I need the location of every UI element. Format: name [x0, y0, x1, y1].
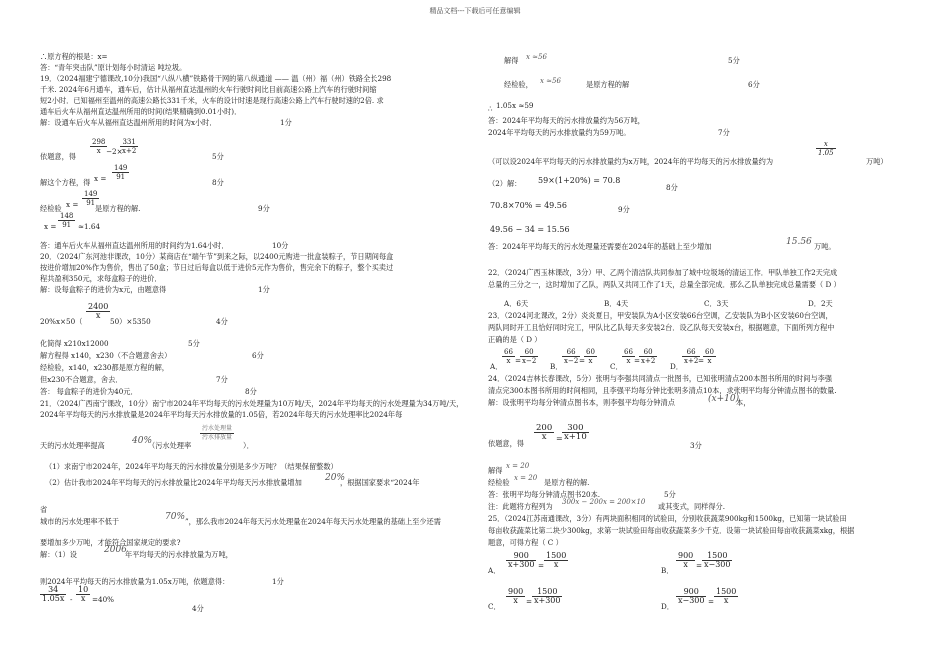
q19-frac-1: $\frac{298}{x}$ [92, 138, 106, 155]
q19-frac-2: $\frac{331}{x+2}$ [122, 138, 137, 155]
q23-c-frac-2: $\frac{60}{x+2}$ [641, 348, 656, 365]
right-text-line: （2）解： [488, 179, 522, 188]
right-text-line: 2024年平均每天的污水排放量约为59万吨。 [488, 128, 631, 137]
right-text-line: 或其变式，同样得分. [658, 502, 725, 511]
q23-b-eq: = [579, 356, 586, 365]
q25-a-eq: = [538, 561, 545, 570]
q21-eq-frac-2: $\frac{10}{x}$ [78, 585, 89, 603]
left-text-line: 解：设每盒粽子的进价为x元，由题意得 [40, 285, 167, 294]
q24-eq: = [556, 434, 563, 443]
q21-ratio: 污水处理量 污水排放量 [202, 425, 233, 441]
left-text-line: 5分 [188, 339, 200, 348]
r-frac105: $\frac{x}{1.05}$ [818, 140, 834, 157]
right-text-line: 正确的是（ D ） [488, 335, 542, 344]
left-text-line: 20%x×50（ [40, 317, 83, 326]
left-text-line: ）． [243, 441, 254, 450]
q25-b-frac-2: $\frac{1500}{x-300}$ [704, 551, 731, 569]
right-text-line: 解得 [504, 56, 519, 65]
q23-c-frac-1: $\frac{66}{x}$ [624, 348, 633, 365]
right-text-line: 是原方程的解. [544, 478, 590, 487]
left-text-line: 解方程得 x140，x230（不合题意舍去） [40, 351, 172, 360]
right-text-line: A．6天 [504, 299, 529, 308]
right-text-line: 经检验， [504, 80, 533, 89]
q23-c-eq: = [634, 356, 641, 365]
r-x56: x ≈56 [526, 53, 547, 61]
right-text-line: （可以设2024年平均每天的污水排放量约为x万吨，2024年的平均每天的污水排放量约为 [488, 157, 774, 166]
right-text-line: C． [610, 362, 623, 371]
q21-rate: 40% [132, 436, 153, 446]
r-x56b: x ≈56 [540, 77, 561, 85]
left-text-line: 化简得 x210x12000 [40, 339, 109, 348]
left-text-line: ∴原方程的根是：x= [40, 52, 108, 61]
right-text-line: 本， [736, 398, 751, 407]
q25-b-eq: = [696, 561, 703, 570]
left-text-line: 是原方程的解. [95, 204, 141, 213]
right-text-line: 经检验 [488, 478, 510, 487]
left-text-line: 1分 [280, 118, 292, 127]
q25-a-frac-1: $\frac{900}{x+300}$ [508, 551, 535, 569]
left-text-line: 9分 [258, 204, 270, 213]
right-text-line: B． [550, 362, 563, 371]
left-text-line: 程共盈利350元，求每盒粽子的进价． [40, 274, 162, 283]
right-text-line: D． [661, 602, 674, 611]
right-text-line: 是原方程的解 [586, 80, 630, 89]
left-text-line: （2）估计我市2024年平均每天的污水排放量比2024年平均每天污水排放量增加 [45, 478, 302, 487]
left-text-line: 19．（2024福建宁德课改,10分)我国“八纵八横”铁路骨干网的第八纵通道 —— 温（州）福（州）铁路全长298 [40, 74, 392, 83]
right-text-line: 解得 [488, 466, 503, 475]
left-text-line: 2024年平均每天的污水排放量是2024年平均每天污水排放量的1.05倍，若2024年每天的污水处理率比2024年每 [40, 410, 403, 419]
q24-frac-1: $\frac{200}{x}$ [536, 423, 553, 442]
left-text-line: 省 [40, 505, 48, 514]
q25-c-frac-2: $\frac{1500}{x+300}$ [534, 587, 561, 605]
q24-x20b: x = 20 [514, 474, 538, 482]
q24-frac-2: $\frac{300}{x+10}$ [564, 423, 587, 442]
left-text-line: 城市的污水处理率不低于 [40, 517, 120, 526]
left-text-line: 年平均每天的污水排放量为万吨， [125, 550, 233, 559]
left-text-line: 21．（2024广西南宁课改，10分）南宁市2024年平均每天的污水处理量为10万吨/天，2024年平均每天的污水处理量为34万吨/天， [40, 399, 464, 408]
right-text-line: C． [488, 602, 501, 611]
q24-x10: (x+10) [708, 394, 740, 404]
left-text-line: 答：“青年突击队”原计划每小时清运 吨垃圾。 [40, 63, 187, 72]
q19-approx-post: ≈1.64 [78, 222, 101, 231]
page-header: 精品文档---下载后可任意编辑 [429, 7, 521, 15]
left-text-line: 5分 [212, 152, 224, 161]
left-text-line: 依题意，得 [40, 152, 76, 161]
right-text-line: 两队同时开工且恰好同时完工，甲队比乙队每天多安装2台．设乙队每天安装x台，根据题意，下面所列方程中 [488, 323, 835, 332]
right-text-line: 9分 [618, 205, 630, 214]
left-text-line: 经检验 [40, 204, 62, 213]
left-text-line: 4分 [192, 604, 204, 613]
q23-b-frac-2: $\frac{60}{x}$ [586, 348, 595, 365]
q25-d-frac-1: $\frac{900}{x-300}$ [678, 587, 705, 605]
q20-frac: $\frac{2400}{x}$ [88, 302, 109, 320]
left-text-line: 要增加多少万吨，才能符合国家规定的要求? [40, 538, 181, 547]
q23-a-eq: = [515, 356, 522, 365]
left-text-line: ，根据国家要求“2024年 [340, 478, 420, 487]
q21-eq-frac-1: $\frac{34}{1.05x}$ [42, 585, 65, 603]
q25-b-frac-1: $\frac{900}{x}$ [678, 551, 694, 569]
q25-c-frac-1: $\frac{900}{x}$ [508, 587, 524, 605]
q19-mid: −2× [106, 147, 123, 156]
right-text-line: C．3天 [704, 299, 729, 308]
left-text-line: 解：（1）设 [40, 550, 77, 559]
left-text-line: 天的污水处理率提高 [40, 441, 105, 450]
right-text-line: 25．（2024江苏南通课改，3分）有两块面积相同的试验田，分别收获蔬菜900kg和1500kg，已知第一块试验田 [488, 514, 847, 523]
right-text-line: 7分 [718, 128, 730, 137]
left-text-line: 按进价增加20%作为售价，售出了50盒；节日过后每盒以低于进价5元作为售价，售完余下的粽子，整个买卖过 [40, 263, 394, 272]
right-text-line: 22．（2024广西玉林课改，3分）甲、乙两个清洁队共同参加了城中垃圾场的清运工作．甲队单独工作2天完成 [488, 268, 838, 277]
right-text-line: D．2天 [808, 299, 833, 308]
left-text-line: 短2小时．已知福州至温州的高速公路长331千米，火车的设计时速是现行高速公路上汽车行驶时速的2倍. 求 [40, 96, 384, 105]
q23-b-frac-1: $\frac{66}{x-2}$ [564, 348, 579, 365]
left-text-line: 4分 [216, 317, 228, 326]
left-text-line: 答：通车后火车从福州直达温州所用的时间约为1.64小时． [40, 241, 229, 250]
q23-d-frac-1: $\frac{66}{x+2}$ [684, 348, 699, 365]
right-text-line: A． [488, 566, 501, 575]
right-text-line: 答：2024年平均每天的污水处理量还需要在2024年的基础上至少增加 [488, 242, 712, 251]
q21-eq-post: =40% [92, 595, 114, 604]
right-text-line: 8分 [666, 183, 678, 192]
r-calc2: 70.8×70% = 49.56 [490, 201, 567, 210]
right-text-line: 注：此题将方程列为 [488, 502, 553, 511]
right-text-line: 每亩收获蔬菜比第二块少300kg，求第一块试验田每亩收获蔬菜多少千克．设第一块试验田每亩收获蔬菜xkg，根据 [488, 526, 855, 535]
q25-a-frac-2: $\frac{1500}{x}$ [546, 551, 567, 569]
right-text-line: 题意，可得方程（ C ） [488, 538, 563, 547]
q24-alt: 300x − 200x = 200×10 [562, 498, 646, 506]
left-text-line: 但x230不合题意，舍去． [40, 375, 123, 384]
right-text-line: 24．（2024吉林长春课改，5分）张明与李强共同清点一批图书，已知张明清点200本图书所用的时间与李强 [488, 374, 833, 383]
right-text-line: A． [490, 362, 503, 371]
q23-d-frac-2: $\frac{60}{x}$ [705, 348, 714, 365]
right-text-line: 5分 [664, 490, 676, 499]
right-text-line: 清点完300本图书所用的时间相同，且李强平均每分钟比张明多清点10本，求张明平均每分钟清点图书的数量. [488, 386, 837, 395]
right-text-line: 万吨） [866, 157, 888, 166]
left-text-line: 8分 [245, 387, 257, 396]
q25-d-frac-2: $\frac{1500}{x}$ [716, 587, 737, 605]
q25-c-eq: = [526, 597, 533, 606]
left-text-line: 1分 [272, 577, 284, 586]
right-text-line: 5分 [728, 56, 740, 65]
q19-approx-frac: $\frac{148}{91}$ [60, 212, 74, 229]
right-text-line: ∴ [488, 104, 493, 113]
left-text-line: 1分 [258, 285, 270, 294]
left-text-line: 通车后火车从福州直达温州所用的时间(结果精确到0.01小时)． [40, 107, 242, 116]
right-text-line: B．4天 [604, 299, 629, 308]
right-text-line: B． [661, 566, 674, 575]
right-text-line: 答：张明平均每分钟清点图书20本. [488, 490, 601, 499]
right-text-line: 6分 [748, 80, 760, 89]
left-text-line: 答： 每盒粽子的进价为40元． [40, 387, 138, 396]
left-text-line: 50）×5350 [110, 317, 151, 326]
right-text-line: D． [670, 362, 683, 371]
q19-sol-pre: x = [94, 174, 107, 183]
right-text-line: 解：设张明平均每分钟清点图书本，则李强平均每分钟清点 [488, 398, 675, 407]
q19-approx-pre: x = [44, 222, 57, 231]
right-text-line: 23．（2024河北课改，2分）炎炎夏日，甲安装队为A小区安装66台空调，乙安装队为B小区安装60台空调， [488, 311, 833, 320]
r-calc1: 59×(1+20%) = 70.8 [538, 176, 621, 185]
left-text-line: 10分 [272, 241, 289, 250]
right-text-line: 3分 [690, 441, 702, 450]
left-text-line: 20．（2024广东河池非课改，10分）某商店在“端午节”到来之际，以2400元购进一批盒装粽子，节日期间每盒 [40, 252, 394, 261]
right-text-line: 万吨。 [814, 242, 836, 251]
q21-eq-minus: - [70, 595, 73, 604]
q25-d-eq: = [708, 597, 715, 606]
left-text-line: 则2024年平均每天的污水排放量为1.05x万吨，依题意得： [40, 577, 230, 586]
q21-inc: 20% [325, 473, 346, 483]
left-text-line: 千米. 2024年6月通车，通车后，估计从福州直达温州的火车行驶时间比目前高速公路上汽车的行驶时间缩 [40, 85, 377, 94]
q23-a-frac-2: $\frac{60}{x-2}$ [522, 348, 537, 365]
right-text-line: 答：2024年平均每天的污水排放量约为56万吨， [488, 116, 645, 125]
r-calc3: 49.56 − 34 = 15.56 [490, 225, 570, 234]
left-text-line: 经检验，x140，x230都是原方程的解， [40, 363, 169, 372]
left-text-line: 解这个方程，得 [40, 178, 91, 187]
right-text-line: 总量的三分之一，这时增加了乙队，两队又共同工作了1天，总量全部完成．那么乙队单独完成总量需要（ D ） [488, 280, 841, 289]
right-text-line: 依题意，得 [488, 439, 524, 448]
left-text-line: 6分 [252, 351, 264, 360]
q23-d-eq: = [698, 356, 705, 365]
left-text-line: 解：设通车后火车从福州直达温州所用的时间为x小时． [40, 118, 217, 127]
q19-check-pre: x = [66, 200, 79, 209]
r-add: 15.56 [786, 237, 812, 247]
q21-year: 2006 [104, 545, 127, 555]
r-105x: 1.05x ≈59 [496, 101, 534, 110]
left-text-line: （污水处理率 [148, 441, 192, 450]
q24-x20: x = 20 [506, 462, 530, 470]
q23-a-frac-1: $\frac{66}{x}$ [504, 348, 513, 365]
left-text-line: ”，那么我市2024年每天污水处理量在2024年每天污水处理量的基础上至少还需 [185, 517, 441, 526]
left-text-line: 8分 [212, 178, 224, 187]
left-text-line: （1）求南宁市2024年，2024年平均每天的污水排放量分别是多少万吨？（结果保留整数） [45, 462, 338, 471]
q21-pct: 70% [165, 512, 186, 522]
q19-sol-frac: $\frac{149}{91}$ [114, 164, 128, 181]
left-text-line: 7分 [216, 375, 228, 384]
q19-check-frac: $\frac{149}{91}$ [84, 190, 98, 207]
